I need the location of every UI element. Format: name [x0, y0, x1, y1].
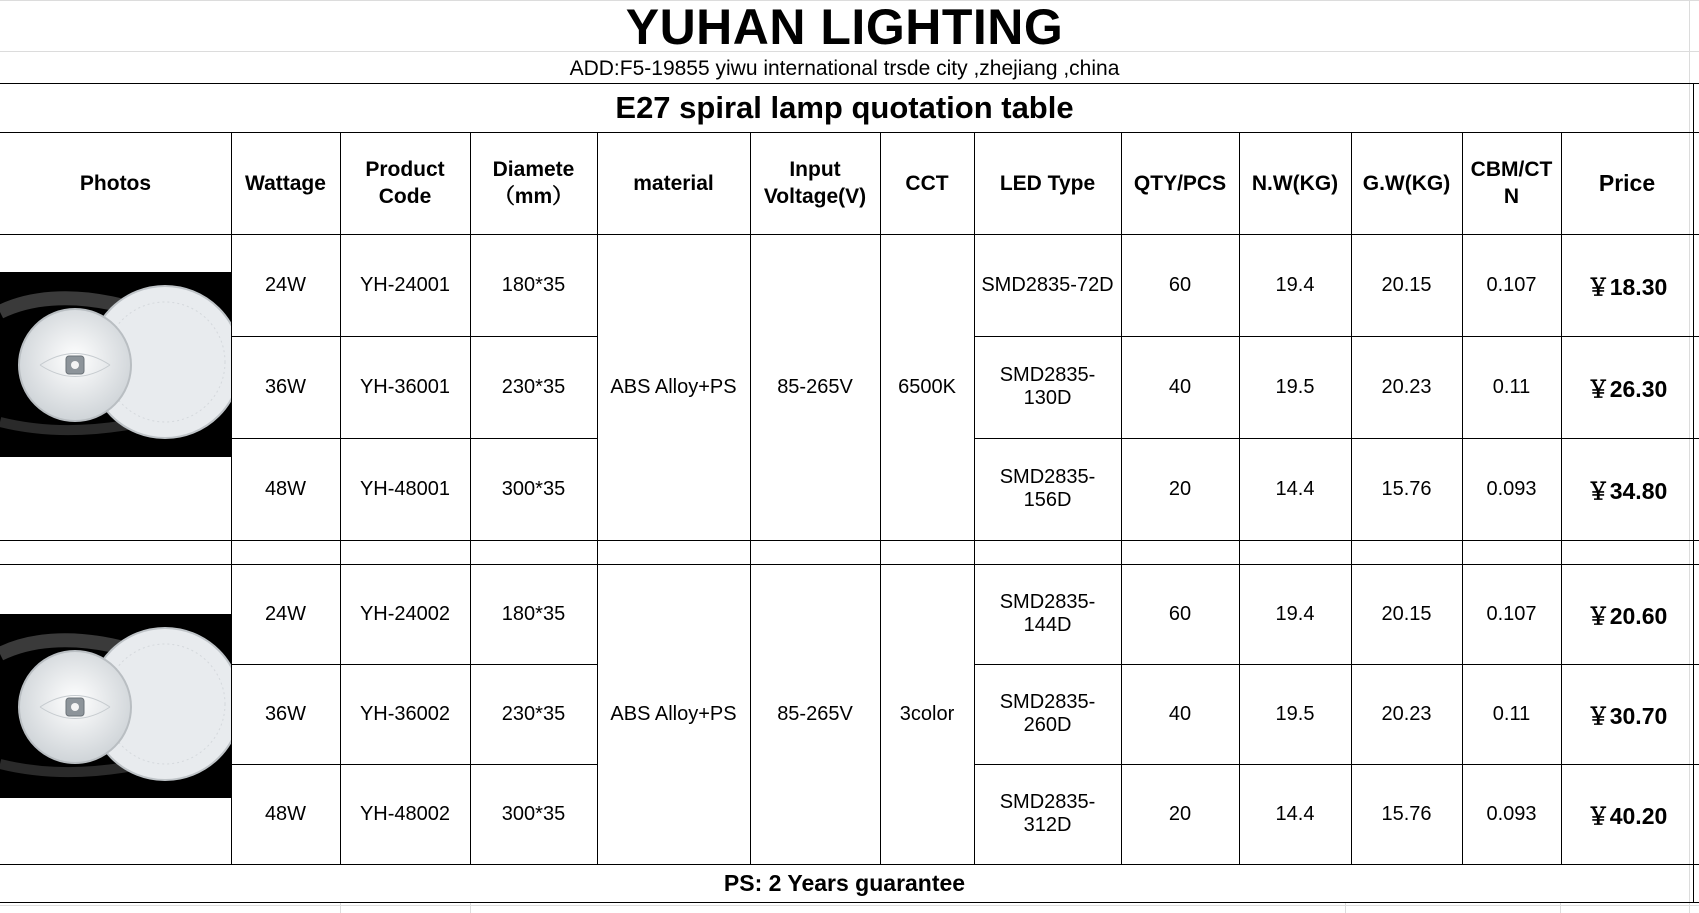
row-wattage: 24W — [264, 273, 307, 296]
row-nw: 14.4 — [1275, 802, 1315, 825]
row-led-type-line1: SMD2835-72D — [981, 273, 1114, 296]
row-diameter: 230*35 — [501, 702, 566, 725]
row-nw: 14.4 — [1275, 477, 1315, 500]
col-cbm-line2: N — [1503, 185, 1520, 208]
row-led-type-line2: 130D — [1023, 387, 1072, 409]
row-price: ￥40.20 — [1586, 802, 1668, 829]
col-cbm — [1462, 132, 1561, 234]
row-product-code: YH-36002 — [359, 702, 451, 725]
row-wattage: 36W — [264, 375, 307, 398]
row-led-type-line1: SMD2835- — [999, 691, 1096, 713]
group-voltage: 85-265V — [777, 702, 853, 725]
row-cbm: 0.11 — [1492, 375, 1531, 398]
row-qty: 60 — [1168, 273, 1192, 296]
row-product-code: YH-48001 — [359, 477, 451, 500]
row-led-type — [974, 336, 1121, 438]
row-gw: 15.76 — [1381, 477, 1432, 500]
row-led-type-line1: SMD2835- — [999, 466, 1096, 488]
row-qty: 20 — [1168, 802, 1192, 825]
row-led-type — [974, 764, 1121, 864]
row-product-code: YH-36001 — [359, 375, 451, 398]
row-diameter: 180*35 — [501, 273, 566, 296]
row-led-type-line2: 156D — [1023, 489, 1072, 511]
guarantee-note: PS: 2 Years guarantee — [723, 870, 966, 896]
row-product-code: YH-24001 — [359, 273, 451, 296]
col-photos: Photos — [79, 171, 152, 195]
row-price: ￥30.70 — [1586, 702, 1668, 729]
row-qty: 20 — [1168, 477, 1192, 500]
round-led-ceiling-lamp-photo-2 — [0, 614, 231, 798]
col-qty: QTY/PCS — [1133, 171, 1227, 195]
row-cbm: 0.107 — [1486, 273, 1537, 296]
row-cbm: 0.107 — [1486, 602, 1537, 625]
row-price: ￥20.60 — [1586, 602, 1668, 629]
row-led-type — [974, 438, 1121, 540]
group-material: ABS Alloy+PS — [610, 375, 737, 398]
row-gw: 15.76 — [1381, 802, 1432, 825]
row-product-code: YH-24002 — [359, 602, 451, 625]
row-price: ￥26.30 — [1586, 375, 1668, 402]
row-led-type — [974, 564, 1121, 664]
row-nw: 19.5 — [1275, 702, 1315, 725]
row-diameter: 300*35 — [501, 477, 566, 500]
row-gw: 20.23 — [1381, 375, 1432, 398]
row-led-type-line1: SMD2835- — [999, 791, 1096, 813]
row-cbm: 0.093 — [1486, 477, 1537, 500]
group-cct: 6500K — [898, 375, 956, 398]
company-title: YUHAN LIGHTING — [625, 0, 1064, 55]
col-material: material — [633, 171, 714, 195]
group-material: ABS Alloy+PS — [610, 702, 737, 725]
row-gw: 20.15 — [1381, 273, 1432, 296]
col-diameter-line2: （mm） — [493, 185, 574, 208]
round-led-ceiling-lamp-photo-1 — [0, 272, 231, 457]
col-diameter-line1: Diamete — [492, 158, 575, 181]
col-diameter — [470, 132, 597, 234]
row-wattage: 24W — [264, 602, 307, 625]
row-diameter: 180*35 — [501, 602, 566, 625]
col-price: Price — [1598, 169, 1656, 196]
row-gw: 20.23 — [1381, 702, 1432, 725]
col-wattage: Wattage — [245, 171, 326, 195]
company-address: ADD:F5-19855 yiwu international trsde city ,zhejiang ,china — [569, 56, 1120, 80]
row-price: ￥34.80 — [1586, 477, 1668, 504]
row-diameter: 300*35 — [501, 802, 566, 825]
group-voltage: 85-265V — [777, 375, 853, 398]
col-input-voltage — [750, 132, 880, 234]
row-led-type — [974, 234, 1121, 336]
col-product-code — [340, 132, 470, 234]
row-led-type-line1: SMD2835- — [999, 364, 1096, 386]
row-gw: 20.15 — [1381, 602, 1432, 625]
col-product-code-line1: Product — [365, 158, 445, 181]
col-input-line1: Input — [789, 158, 841, 181]
col-cct: CCT — [905, 171, 949, 195]
row-qty: 40 — [1168, 375, 1192, 398]
row-cbm: 0.11 — [1492, 702, 1531, 725]
row-nw: 19.5 — [1275, 375, 1315, 398]
row-price: ￥18.30 — [1586, 273, 1668, 300]
col-input-line2: Voltage(V) — [763, 185, 867, 208]
col-led-type: LED Type — [999, 171, 1096, 195]
row-led-type-line2: 260D — [1023, 714, 1072, 736]
row-wattage: 48W — [264, 477, 307, 500]
row-led-type-line2: 312D — [1023, 814, 1072, 836]
row-led-type — [974, 664, 1121, 764]
group-cct: 3color — [899, 702, 955, 725]
row-nw: 19.4 — [1275, 602, 1315, 625]
col-product-code-line2: Code — [378, 185, 432, 208]
col-gw: G.W(KG) — [1362, 171, 1451, 195]
row-product-code: YH-48002 — [359, 802, 451, 825]
row-wattage: 36W — [264, 702, 307, 725]
row-diameter: 230*35 — [501, 375, 566, 398]
row-nw: 19.4 — [1275, 273, 1315, 296]
row-wattage: 48W — [264, 802, 307, 825]
row-qty: 60 — [1168, 602, 1192, 625]
row-led-type-line1: SMD2835- — [999, 591, 1096, 613]
row-led-type-line2: 144D — [1023, 614, 1072, 636]
table-title: E27 spiral lamp quotation table — [615, 90, 1074, 125]
col-cbm-line1: CBM/CT — [1470, 158, 1553, 181]
row-qty: 40 — [1168, 702, 1192, 725]
col-nw: N.W(KG) — [1251, 171, 1339, 195]
row-cbm: 0.093 — [1486, 802, 1537, 825]
